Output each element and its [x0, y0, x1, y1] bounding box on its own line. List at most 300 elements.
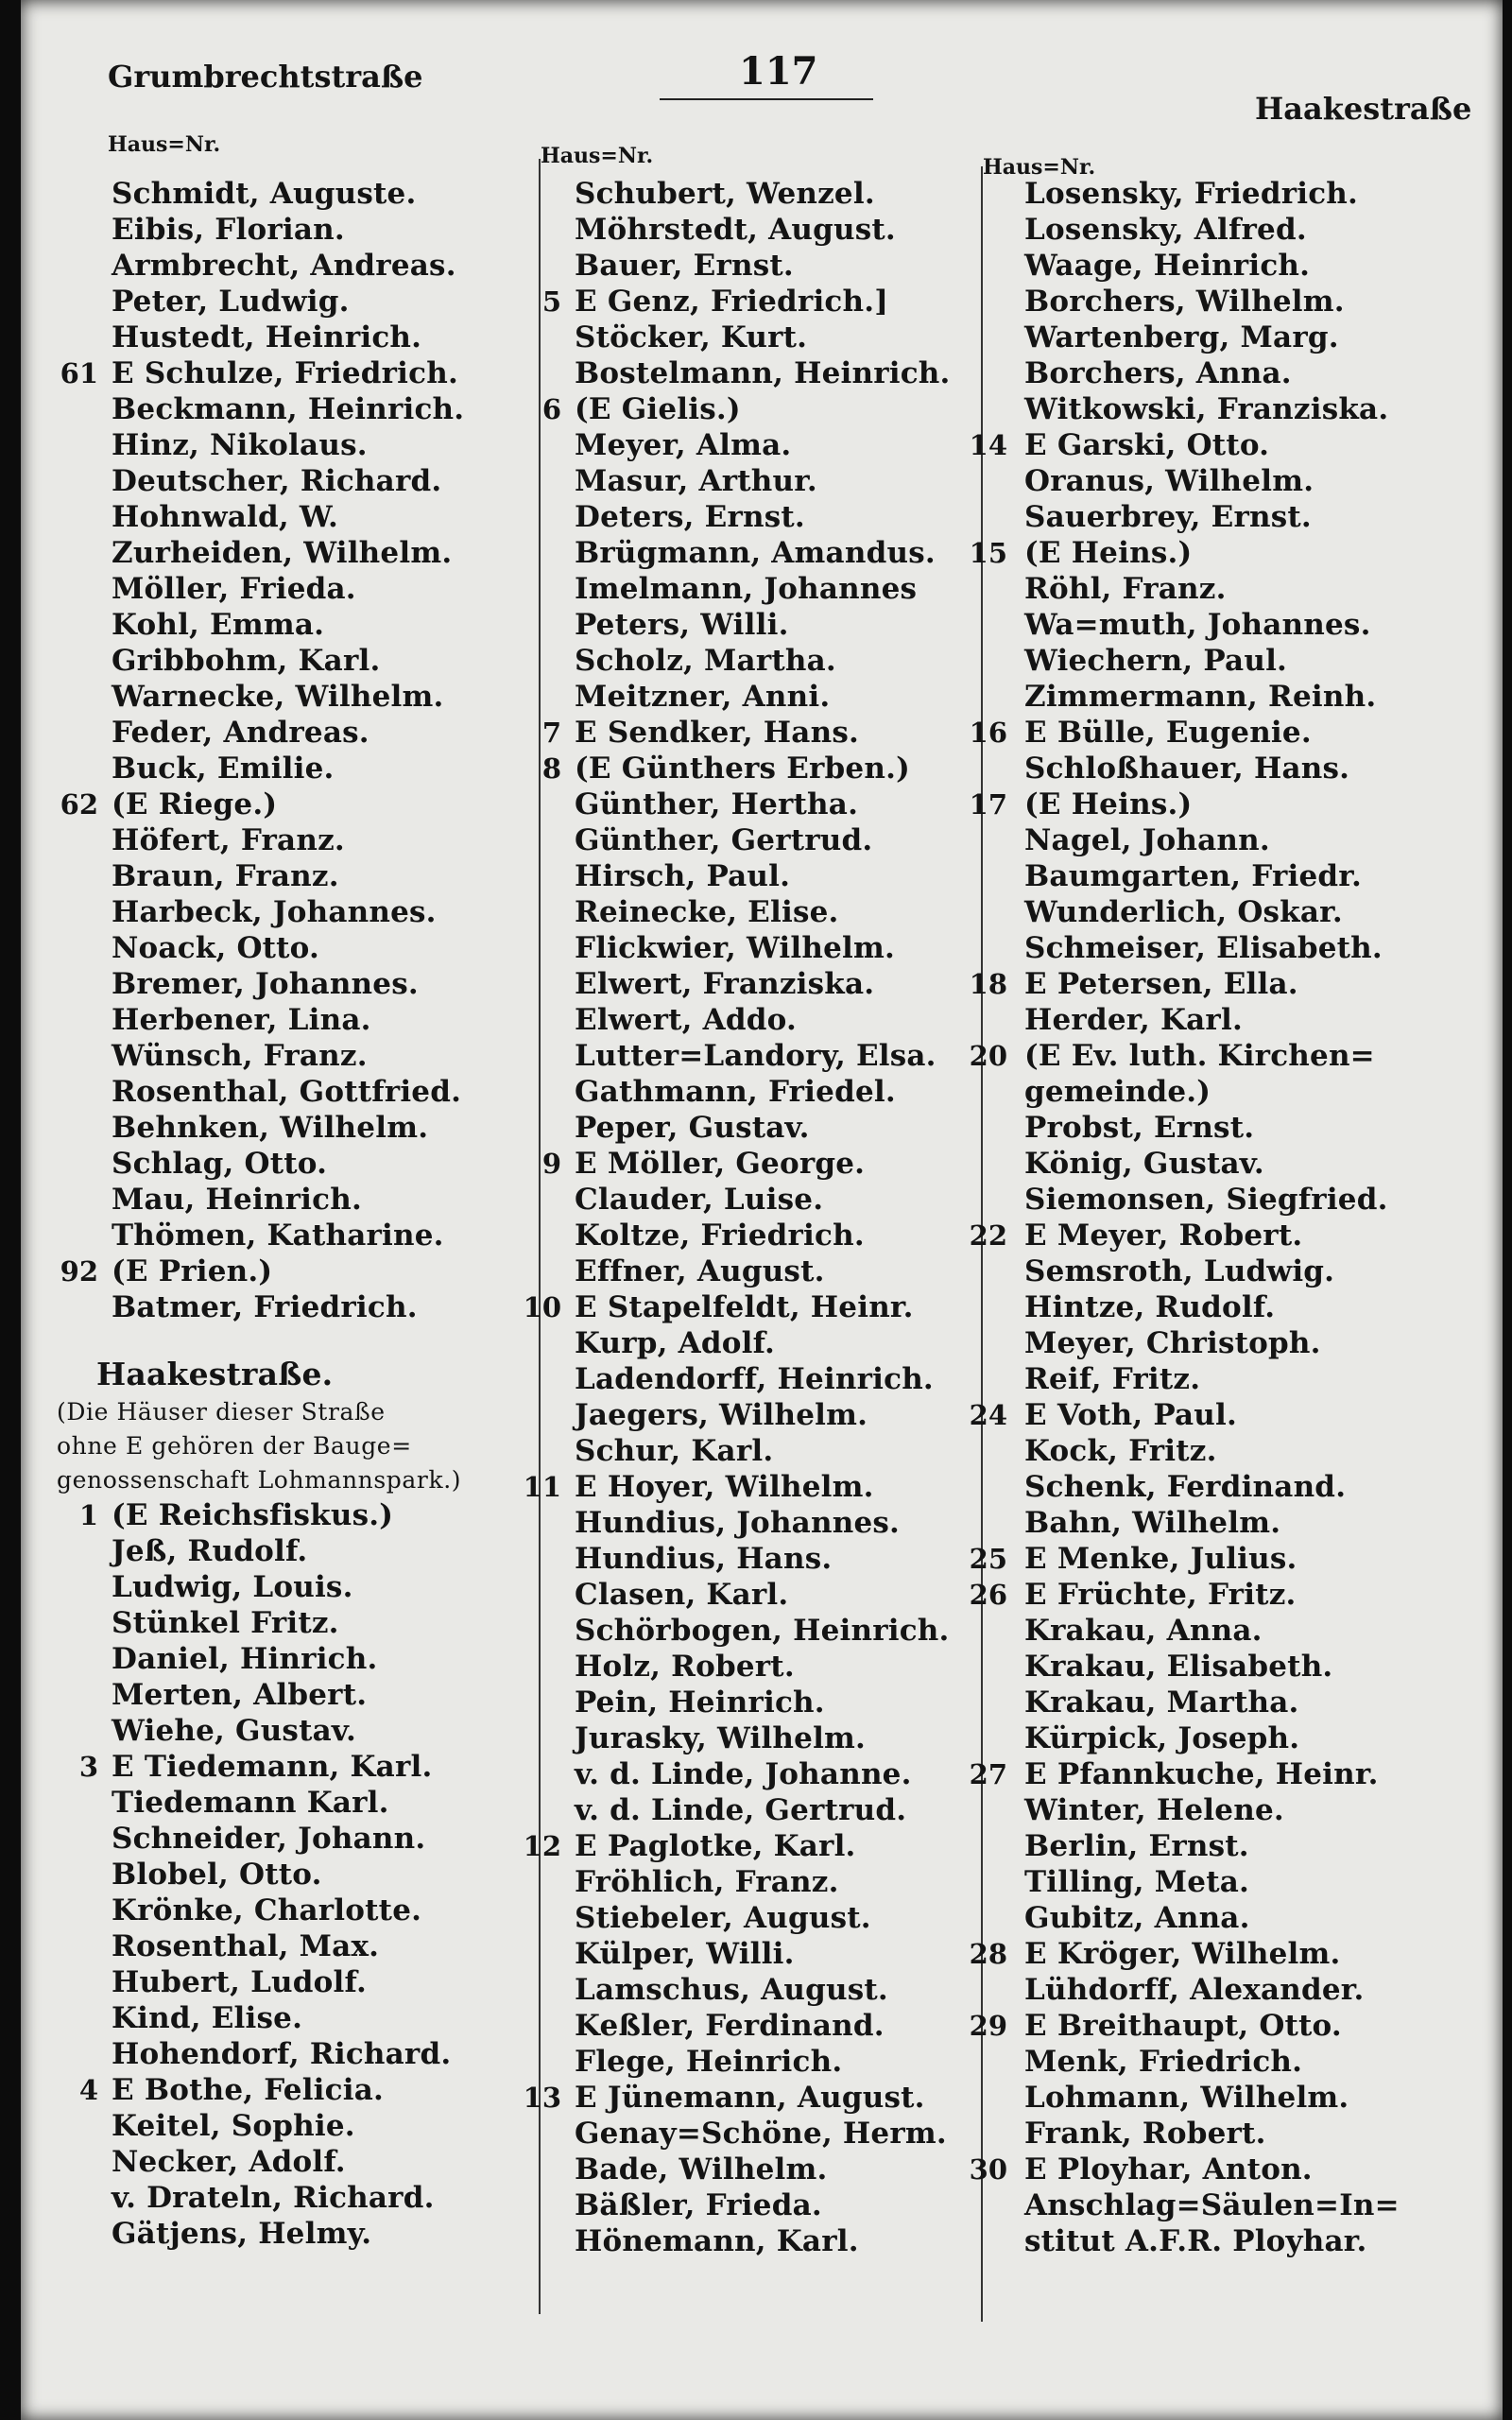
house-number: 3 [78, 1751, 98, 1783]
directory-entry [966, 2223, 1495, 2259]
resident-name: Günther, Hertha. [575, 787, 859, 821]
directory-entry [520, 1720, 973, 1756]
resident-name: Winter, Helene. [1024, 1793, 1284, 1827]
resident-name: Berlin, Ernst. [1024, 1829, 1249, 1863]
house-number: 14 [969, 429, 1007, 461]
resident-name: E Ployhar, Anton. [1024, 2152, 1313, 2187]
directory-entry [520, 248, 973, 284]
resident-name: Jeß, Rudolf. [112, 1534, 308, 1568]
resident-name: Hubert, Ludolf. [112, 1965, 367, 1999]
resident-name: Flickwier, Wilhelm. [575, 931, 896, 965]
resident-name: Bahn, Wilhelm. [1024, 1506, 1281, 1540]
directory-entry [966, 2187, 1495, 2223]
resident-name: Schenk, Ferdinand. [1024, 1470, 1347, 1504]
resident-name: Krönke, Charlotte. [112, 1893, 422, 1927]
resident-name: Eibis, Florian. [112, 213, 345, 247]
house-number: 12 [523, 1830, 561, 1862]
resident-name: Höfert, Franz. [112, 823, 345, 857]
resident-name: E Pfannkuche, Heinr. [1024, 1757, 1379, 1791]
directory-entry [57, 715, 534, 751]
resident-name: Frank, Robert. [1024, 2117, 1266, 2151]
directory-entry [520, 2223, 973, 2259]
directory-entry [57, 1533, 534, 1569]
directory-entry [520, 679, 973, 715]
directory-entry [966, 1397, 1495, 1433]
house-number: 20 [969, 1040, 1007, 1072]
resident-name: Elwert, Addo. [575, 1003, 797, 1037]
directory-entry [966, 2080, 1495, 2116]
resident-name: Herbener, Lina. [112, 1003, 371, 1037]
resident-name: Baumgarten, Friedr. [1024, 859, 1362, 893]
directory-entry [520, 786, 973, 822]
directory-entry [520, 355, 973, 391]
resident-name: (E Günthers Erben.) [575, 752, 910, 786]
house-number: 8 [541, 752, 561, 785]
directory-entry [57, 1785, 534, 1821]
directory-entry [520, 1361, 973, 1397]
directory-entry [520, 1074, 973, 1110]
resident-name: Peters, Willi. [575, 608, 789, 642]
resident-name: (E Heins.) [1024, 536, 1193, 570]
directory-entry [966, 284, 1495, 320]
resident-name: Clauder, Luise. [575, 1183, 824, 1217]
resident-name: Necker, Adolf. [112, 2145, 346, 2179]
directory-entry [966, 607, 1495, 643]
house-number: 24 [969, 1399, 1007, 1431]
resident-name: Hustedt, Heinrich. [112, 320, 422, 354]
street-note-text: genossenschaft Lohmannspark.) [57, 1466, 462, 1494]
resident-name: v. d. Linde, Johanne. [575, 1757, 912, 1791]
resident-name: Menk, Friedrich. [1024, 2045, 1303, 2079]
resident-name: Gribbohm, Karl. [112, 644, 381, 678]
directory-entry [520, 1972, 973, 2008]
house-number: 22 [969, 1219, 1007, 1252]
directory-entry [520, 571, 973, 607]
resident-name: Waage, Heinrich. [1024, 249, 1311, 283]
resident-name: Anschlag=Säulen=In= [1024, 2188, 1400, 2222]
resident-name: E Jünemann, August. [575, 2081, 925, 2115]
resident-name: Schubert, Wenzel. [575, 177, 875, 211]
resident-name: Kock, Fritz. [1024, 1434, 1217, 1468]
directory-entry [520, 1828, 973, 1864]
street-heading [57, 1354, 534, 1395]
directory-entry [520, 1756, 973, 1792]
house-number: 27 [969, 1758, 1007, 1790]
resident-name: Wünsch, Franz. [112, 1039, 368, 1073]
directory-entry [520, 1218, 973, 1253]
house-number: 10 [523, 1291, 561, 1323]
house-number: 9 [541, 1148, 561, 1180]
resident-name: Meyer, Alma. [575, 428, 792, 462]
hausnr-label-col2: Haus=Nr. [541, 144, 654, 168]
resident-name: Lühdorff, Alexander. [1024, 1973, 1365, 2007]
directory-entry [520, 1038, 973, 1074]
directory-entry [57, 1569, 534, 1605]
directory-entry [520, 391, 973, 427]
resident-name: E Hoyer, Wilhelm. [575, 1470, 874, 1504]
directory-entry [966, 1936, 1495, 1972]
directory-entry [57, 1146, 534, 1182]
street-heading-text: Haakestraße. [96, 1356, 334, 1392]
directory-entry [520, 1936, 973, 1972]
resident-name: Möhrstedt, August. [575, 213, 896, 247]
street-note [57, 1463, 534, 1497]
resident-name: Flege, Heinrich. [575, 2045, 843, 2079]
directory-entry [520, 1002, 973, 1038]
resident-name: Reif, Fritz. [1024, 1362, 1201, 1396]
resident-name: Kohl, Emma. [112, 608, 325, 642]
directory-entry [57, 535, 534, 571]
header-rule [660, 98, 873, 100]
directory-entry [520, 1649, 973, 1685]
resident-name: (E Gielis.) [575, 392, 741, 426]
resident-name: E Voth, Paul. [1024, 1398, 1238, 1432]
resident-name: Genay=Schöne, Herm. [575, 2117, 947, 2151]
resident-name: König, Gustav. [1024, 1147, 1264, 1181]
street-note [57, 1429, 534, 1463]
resident-name: Keßler, Ferdinand. [575, 2009, 885, 2043]
directory-entry [57, 822, 534, 858]
page-number: 117 [739, 49, 818, 94]
directory-page [21, 0, 1503, 2420]
house-number: 5 [541, 285, 561, 318]
directory-entry [57, 1893, 534, 1928]
resident-name: Lutter=Landory, Elsa. [575, 1039, 936, 1073]
house-number: 1 [78, 1499, 98, 1531]
resident-name: Scholz, Martha. [575, 644, 836, 678]
directory-entry [966, 751, 1495, 786]
directory-entry [57, 930, 534, 966]
directory-entry [966, 1289, 1495, 1325]
directory-entry [57, 355, 534, 391]
house-number: 16 [969, 717, 1007, 749]
resident-name: Lohmann, Wilhelm. [1024, 2081, 1349, 2115]
directory-entry [520, 751, 973, 786]
directory-entry [966, 1864, 1495, 1900]
directory-entry [57, 2216, 534, 2252]
resident-name: Blobel, Otto. [112, 1858, 322, 1892]
directory-entry [57, 2000, 534, 2036]
resident-name: Armbrecht, Andreas. [112, 249, 456, 283]
resident-name: Schörbogen, Heinrich. [575, 1614, 950, 1648]
directory-entry [520, 427, 973, 463]
directory-entry [966, 571, 1495, 607]
directory-entry [520, 1505, 973, 1541]
column-3 [966, 176, 1495, 2259]
directory-entry [520, 858, 973, 894]
resident-name: Oranus, Wilhelm. [1024, 464, 1314, 498]
directory-entry [966, 1756, 1495, 1792]
resident-name: Bauer, Ernst. [575, 249, 794, 283]
resident-name: Gathmann, Friedel. [575, 1075, 896, 1109]
directory-entry [520, 2008, 973, 2044]
directory-entry [966, 1325, 1495, 1361]
resident-name: Gätjens, Helmy. [112, 2217, 372, 2251]
directory-entry [966, 463, 1495, 499]
resident-name: E Garski, Otto. [1024, 428, 1270, 462]
house-number: 26 [969, 1579, 1007, 1611]
resident-name: Schmidt, Auguste. [112, 177, 417, 211]
resident-name: gemeinde.) [1024, 1075, 1211, 1109]
resident-name: Hintze, Rudolf. [1024, 1290, 1276, 1324]
resident-name: Harbeck, Johannes. [112, 895, 437, 929]
directory-entry [520, 463, 973, 499]
directory-entry [520, 1577, 973, 1613]
directory-entry [966, 1469, 1495, 1505]
directory-entry [520, 1541, 973, 1577]
directory-entry [57, 894, 534, 930]
house-number: 4 [78, 2074, 98, 2106]
resident-name: stitut A.F.R. Ployhar. [1024, 2224, 1367, 2258]
directory-entry [966, 1253, 1495, 1289]
resident-name: Wartenberg, Marg. [1024, 320, 1339, 354]
resident-name: E Kröger, Wilhelm. [1024, 1937, 1341, 1971]
street-note [57, 1395, 534, 1429]
directory-entry [57, 679, 534, 715]
directory-entry [966, 966, 1495, 1002]
directory-entry [520, 2152, 973, 2187]
resident-name: Krakau, Anna. [1024, 1614, 1263, 1648]
house-number: 28 [969, 1938, 1007, 1970]
directory-entry [520, 1864, 973, 1900]
directory-entry [520, 1900, 973, 1936]
directory-entry [520, 822, 973, 858]
directory-entry [57, 1002, 534, 1038]
directory-entry [57, 2036, 534, 2072]
resident-name: v. Drateln, Richard. [112, 2181, 435, 2215]
resident-name: Krakau, Martha. [1024, 1685, 1299, 1720]
resident-name: Nagel, Johann. [1024, 823, 1270, 857]
resident-name: Schlag, Otto. [112, 1147, 328, 1181]
directory-entry [57, 1964, 534, 2000]
directory-entry [966, 1900, 1495, 1936]
resident-name: Warnecke, Wilhelm. [112, 680, 444, 714]
resident-name: E Möller, George. [575, 1147, 866, 1181]
resident-name: Batmer, Friedrich. [112, 1290, 418, 1324]
resident-name: Thömen, Katharine. [112, 1219, 444, 1253]
directory-entry [520, 320, 973, 355]
directory-entry [966, 320, 1495, 355]
directory-entry [520, 212, 973, 248]
resident-name: Tiedemann Karl. [112, 1786, 389, 1820]
resident-name: Kind, Elise. [112, 2001, 303, 2035]
directory-entry [520, 1792, 973, 1828]
right-street-header: Haakestraße [1255, 91, 1472, 127]
resident-name: Wiehe, Gustav. [112, 1714, 356, 1748]
resident-name: Imelmann, Johannes [575, 572, 918, 606]
resident-name: Bade, Wilhelm. [575, 2152, 828, 2187]
resident-name: Witkowski, Franziska. [1024, 392, 1389, 426]
hausnr-label-col3: Haus=Nr. [983, 155, 1096, 180]
directory-entry [57, 212, 534, 248]
resident-name: Jurasky, Wilhelm. [575, 1721, 867, 1755]
directory-entry [966, 894, 1495, 930]
directory-entry [966, 2152, 1495, 2187]
directory-entry [520, 607, 973, 643]
resident-name: Schneider, Johann. [112, 1822, 426, 1856]
directory-entry [966, 535, 1495, 571]
resident-name: Bäßler, Frieda. [575, 2188, 822, 2222]
resident-name: Fröhlich, Franz. [575, 1865, 839, 1899]
directory-entry [520, 1146, 973, 1182]
directory-entry [57, 966, 534, 1002]
directory-entry [57, 643, 534, 679]
resident-name: E Genz, Friedrich.] [575, 285, 889, 319]
column-2 [520, 176, 973, 2259]
resident-name: Wunderlich, Oskar. [1024, 895, 1343, 929]
directory-entry [966, 1218, 1495, 1253]
directory-entry [966, 786, 1495, 822]
hausnr-label-col1: Haus=Nr. [108, 132, 221, 157]
resident-name: E Paglotke, Karl. [575, 1829, 856, 1863]
resident-name: Reinecke, Elise. [575, 895, 839, 929]
directory-entry [966, 1792, 1495, 1828]
resident-name: Jaegers, Wilhelm. [575, 1398, 868, 1432]
directory-entry [520, 930, 973, 966]
directory-entry [966, 1613, 1495, 1649]
directory-entry [966, 643, 1495, 679]
resident-name: E Stapelfeldt, Heinr. [575, 1290, 914, 1324]
resident-name: E Bothe, Felicia. [112, 2073, 384, 2107]
resident-name: Meyer, Christoph. [1024, 1326, 1321, 1360]
resident-name: Günther, Gertrud. [575, 823, 873, 857]
resident-name: Semsroth, Ludwig. [1024, 1254, 1335, 1288]
directory-entry [57, 1497, 534, 1533]
resident-name: Deters, Ernst. [575, 500, 805, 534]
resident-name: Schloßhauer, Hans. [1024, 752, 1350, 786]
directory-entry [520, 643, 973, 679]
resident-name: E Breithaupt, Otto. [1024, 2009, 1342, 2043]
directory-entry [57, 1713, 534, 1749]
directory-entry [57, 1605, 534, 1641]
directory-entry [966, 858, 1495, 894]
resident-name: Siemonsen, Siegfried. [1024, 1183, 1388, 1217]
directory-entry [57, 1821, 534, 1857]
resident-name: Hohendorf, Richard. [112, 2037, 452, 2071]
directory-entry [520, 1110, 973, 1146]
directory-entry [966, 2008, 1495, 2044]
resident-name: Hönemann, Karl. [575, 2224, 859, 2258]
resident-name: Stünkel Fritz. [112, 1606, 339, 1640]
directory-entry [520, 535, 973, 571]
resident-name: Clasen, Karl. [575, 1578, 789, 1612]
directory-entry [57, 1928, 534, 1964]
directory-entry [966, 715, 1495, 751]
directory-entry [966, 1972, 1495, 2008]
directory-entry [966, 679, 1495, 715]
resident-name: Borchers, Anna. [1024, 356, 1292, 390]
resident-name: Rosenthal, Max. [112, 1929, 380, 1963]
directory-entry [966, 1577, 1495, 1613]
directory-entry [57, 1641, 534, 1677]
resident-name: Zimmermann, Reinh. [1024, 680, 1377, 714]
resident-name: (E Heins.) [1024, 787, 1193, 821]
resident-name: Feder, Andreas. [112, 716, 369, 750]
resident-name: Tilling, Meta. [1024, 1865, 1250, 1899]
house-number: 13 [523, 2082, 561, 2114]
directory-entry [966, 1505, 1495, 1541]
resident-name: Stöcker, Kurt. [575, 320, 808, 354]
resident-name: (E Ev. luth. Kirchen= [1024, 1039, 1375, 1073]
resident-name: Ladendorff, Heinrich. [575, 1362, 934, 1396]
resident-name: Daniel, Hinrich. [112, 1642, 378, 1676]
resident-name: Külper, Willi. [575, 1937, 795, 1971]
directory-entry [520, 1613, 973, 1649]
directory-entry [57, 284, 534, 320]
resident-name: E Sendker, Hans. [575, 716, 859, 750]
resident-name: Keitel, Sophie. [112, 2109, 355, 2143]
resident-name: (E Reichsfiskus.) [112, 1498, 394, 1532]
resident-name: v. d. Linde, Gertrud. [575, 1793, 907, 1827]
resident-name: Mau, Heinrich. [112, 1183, 362, 1217]
resident-name: Effner, August. [575, 1254, 825, 1288]
resident-name: Bremer, Johannes. [112, 967, 419, 1001]
house-number: 92 [60, 1255, 98, 1288]
resident-name: Sauerbrey, Ernst. [1024, 500, 1312, 534]
directory-entry [520, 1289, 973, 1325]
directory-entry [966, 176, 1495, 212]
house-number: 25 [969, 1543, 1007, 1575]
house-number: 29 [969, 2010, 1007, 2042]
directory-entry [57, 2180, 534, 2216]
directory-entry [57, 1253, 534, 1289]
resident-name: Pein, Heinrich. [575, 1685, 825, 1720]
resident-name: Beckmann, Heinrich. [112, 392, 465, 426]
directory-entry [520, 2116, 973, 2152]
directory-entry [966, 391, 1495, 427]
resident-name: Losensky, Friedrich. [1024, 177, 1359, 211]
directory-entry [966, 427, 1495, 463]
directory-entry [520, 1469, 973, 1505]
directory-entry [966, 212, 1495, 248]
directory-entry [57, 786, 534, 822]
directory-entry [57, 248, 534, 284]
directory-entry [966, 248, 1495, 284]
directory-entry [57, 1677, 534, 1713]
directory-entry [966, 355, 1495, 391]
directory-entry [966, 930, 1495, 966]
resident-name: Möller, Frieda. [112, 572, 356, 606]
directory-entry [57, 607, 534, 643]
directory-entry [57, 391, 534, 427]
directory-entry [57, 2144, 534, 2180]
directory-entry [57, 1218, 534, 1253]
directory-entry [520, 284, 973, 320]
resident-name: Behnken, Wilhelm. [112, 1111, 429, 1145]
resident-name: E Menke, Julius. [1024, 1542, 1297, 1576]
resident-name: Gubitz, Anna. [1024, 1901, 1250, 1935]
directory-entry [520, 499, 973, 535]
resident-name: Wiechern, Paul. [1024, 644, 1288, 678]
resident-name: Röhl, Franz. [1024, 572, 1227, 606]
directory-entry [57, 1182, 534, 1218]
directory-entry [966, 1110, 1495, 1146]
directory-entry [57, 499, 534, 535]
directory-entry [966, 499, 1495, 535]
resident-name: Zurheiden, Wilhelm. [112, 536, 453, 570]
resident-name: Rosenthal, Gottfried. [112, 1075, 462, 1109]
directory-entry [520, 1325, 973, 1361]
directory-entry [57, 1038, 534, 1074]
directory-entry [57, 427, 534, 463]
directory-entry [57, 571, 534, 607]
directory-entry [520, 2187, 973, 2223]
directory-entry [57, 2108, 534, 2144]
directory-entry [966, 1433, 1495, 1469]
resident-name: Peper, Gustav. [575, 1111, 810, 1145]
resident-name: Hundius, Johannes. [575, 1506, 901, 1540]
resident-name: Brügmann, Amandus. [575, 536, 936, 570]
